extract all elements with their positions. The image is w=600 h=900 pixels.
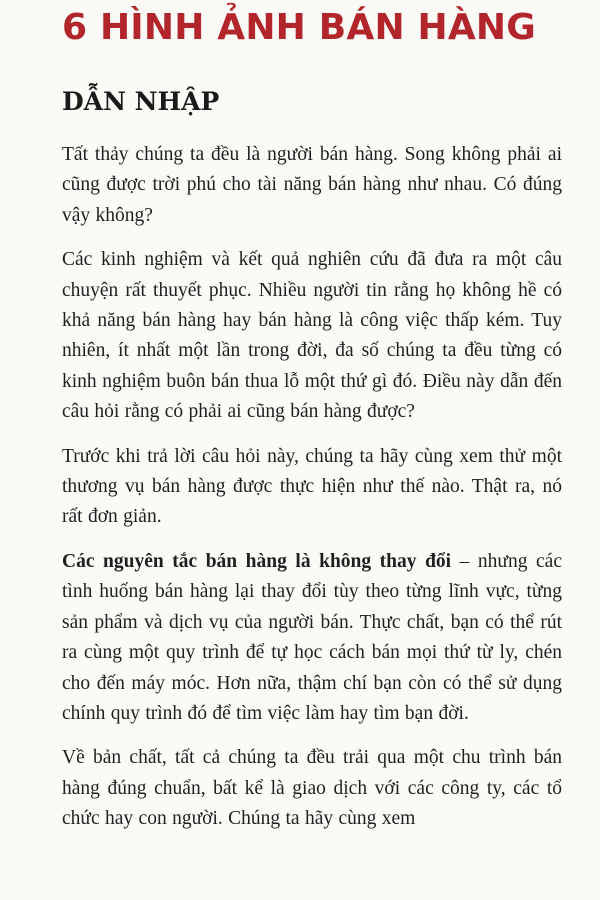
section-title: DẪN NHẬP: [62, 87, 220, 116]
paragraph-5-text: Về bản chất, tất cả chúng ta đều trải qua một chu trình bán hàng đúng chuẩn, bất kể là giao dịch với các công ty, các tổ chức hay con người. Chúng ta hãy cùng xem: [62, 747, 562, 830]
paragraph-4-lead: Các nguyên tắc bán hàng là không thay đổi: [62, 550, 452, 572]
paragraph-2: [62, 245, 562, 427]
chapter-title: 6 HÌNH ẢNH BÁN HÀNG: [62, 7, 536, 48]
paragraph-5: [62, 743, 562, 834]
paragraph-3: [62, 442, 562, 533]
book-page: [62, 0, 562, 835]
paragraph-1: [62, 140, 562, 231]
paragraph-4: [62, 547, 562, 729]
paragraph-1-text: Tất thảy chúng ta đều là người bán hàng. Song không phải ai cũng được trời phú cho tài năng bán hàng như nhau. Có đúng vậy không?: [62, 144, 562, 226]
paragraph-3-text: Trước khi trả lời câu hỏi này, chúng ta hãy cùng xem thử một thương vụ bán hàng được thực hiện như thế nào. Thật ra, nó rất đơn giản.: [62, 445, 562, 528]
paragraph-4-text: – nhưng các tình huống bán hàng lại thay đổi tùy theo từng lĩnh vực, từng sản phẩm và dịch vụ của người bán. Thực chất, bạn có thể rút ra cùng một quy trình để tự học cách bán mọi thứ từ ly, chén cho đến máy móc. Hơn nữa, thậm chí bạn còn có thể sử dụng chính quy trình đó để tìm việc làm hay tìm bạn đời.: [62, 550, 562, 724]
paragraph-2-text: Các kinh nghiệm và kết quả nghiên cứu đã đưa ra một câu chuyện rất thuyết phục. Nhiều người tin rằng họ không hề có khả năng bán hàng hay bán hàng là công việc thấp kém. Tuy nhiên, ít nhất một lần trong đời, đa số chúng ta đều từng có kinh nghiệm buôn bán thua lỗ một thứ gì đó. Điều này dẫn đến câu hỏi rằng có phải ai cũng bán hàng được?: [62, 249, 562, 423]
